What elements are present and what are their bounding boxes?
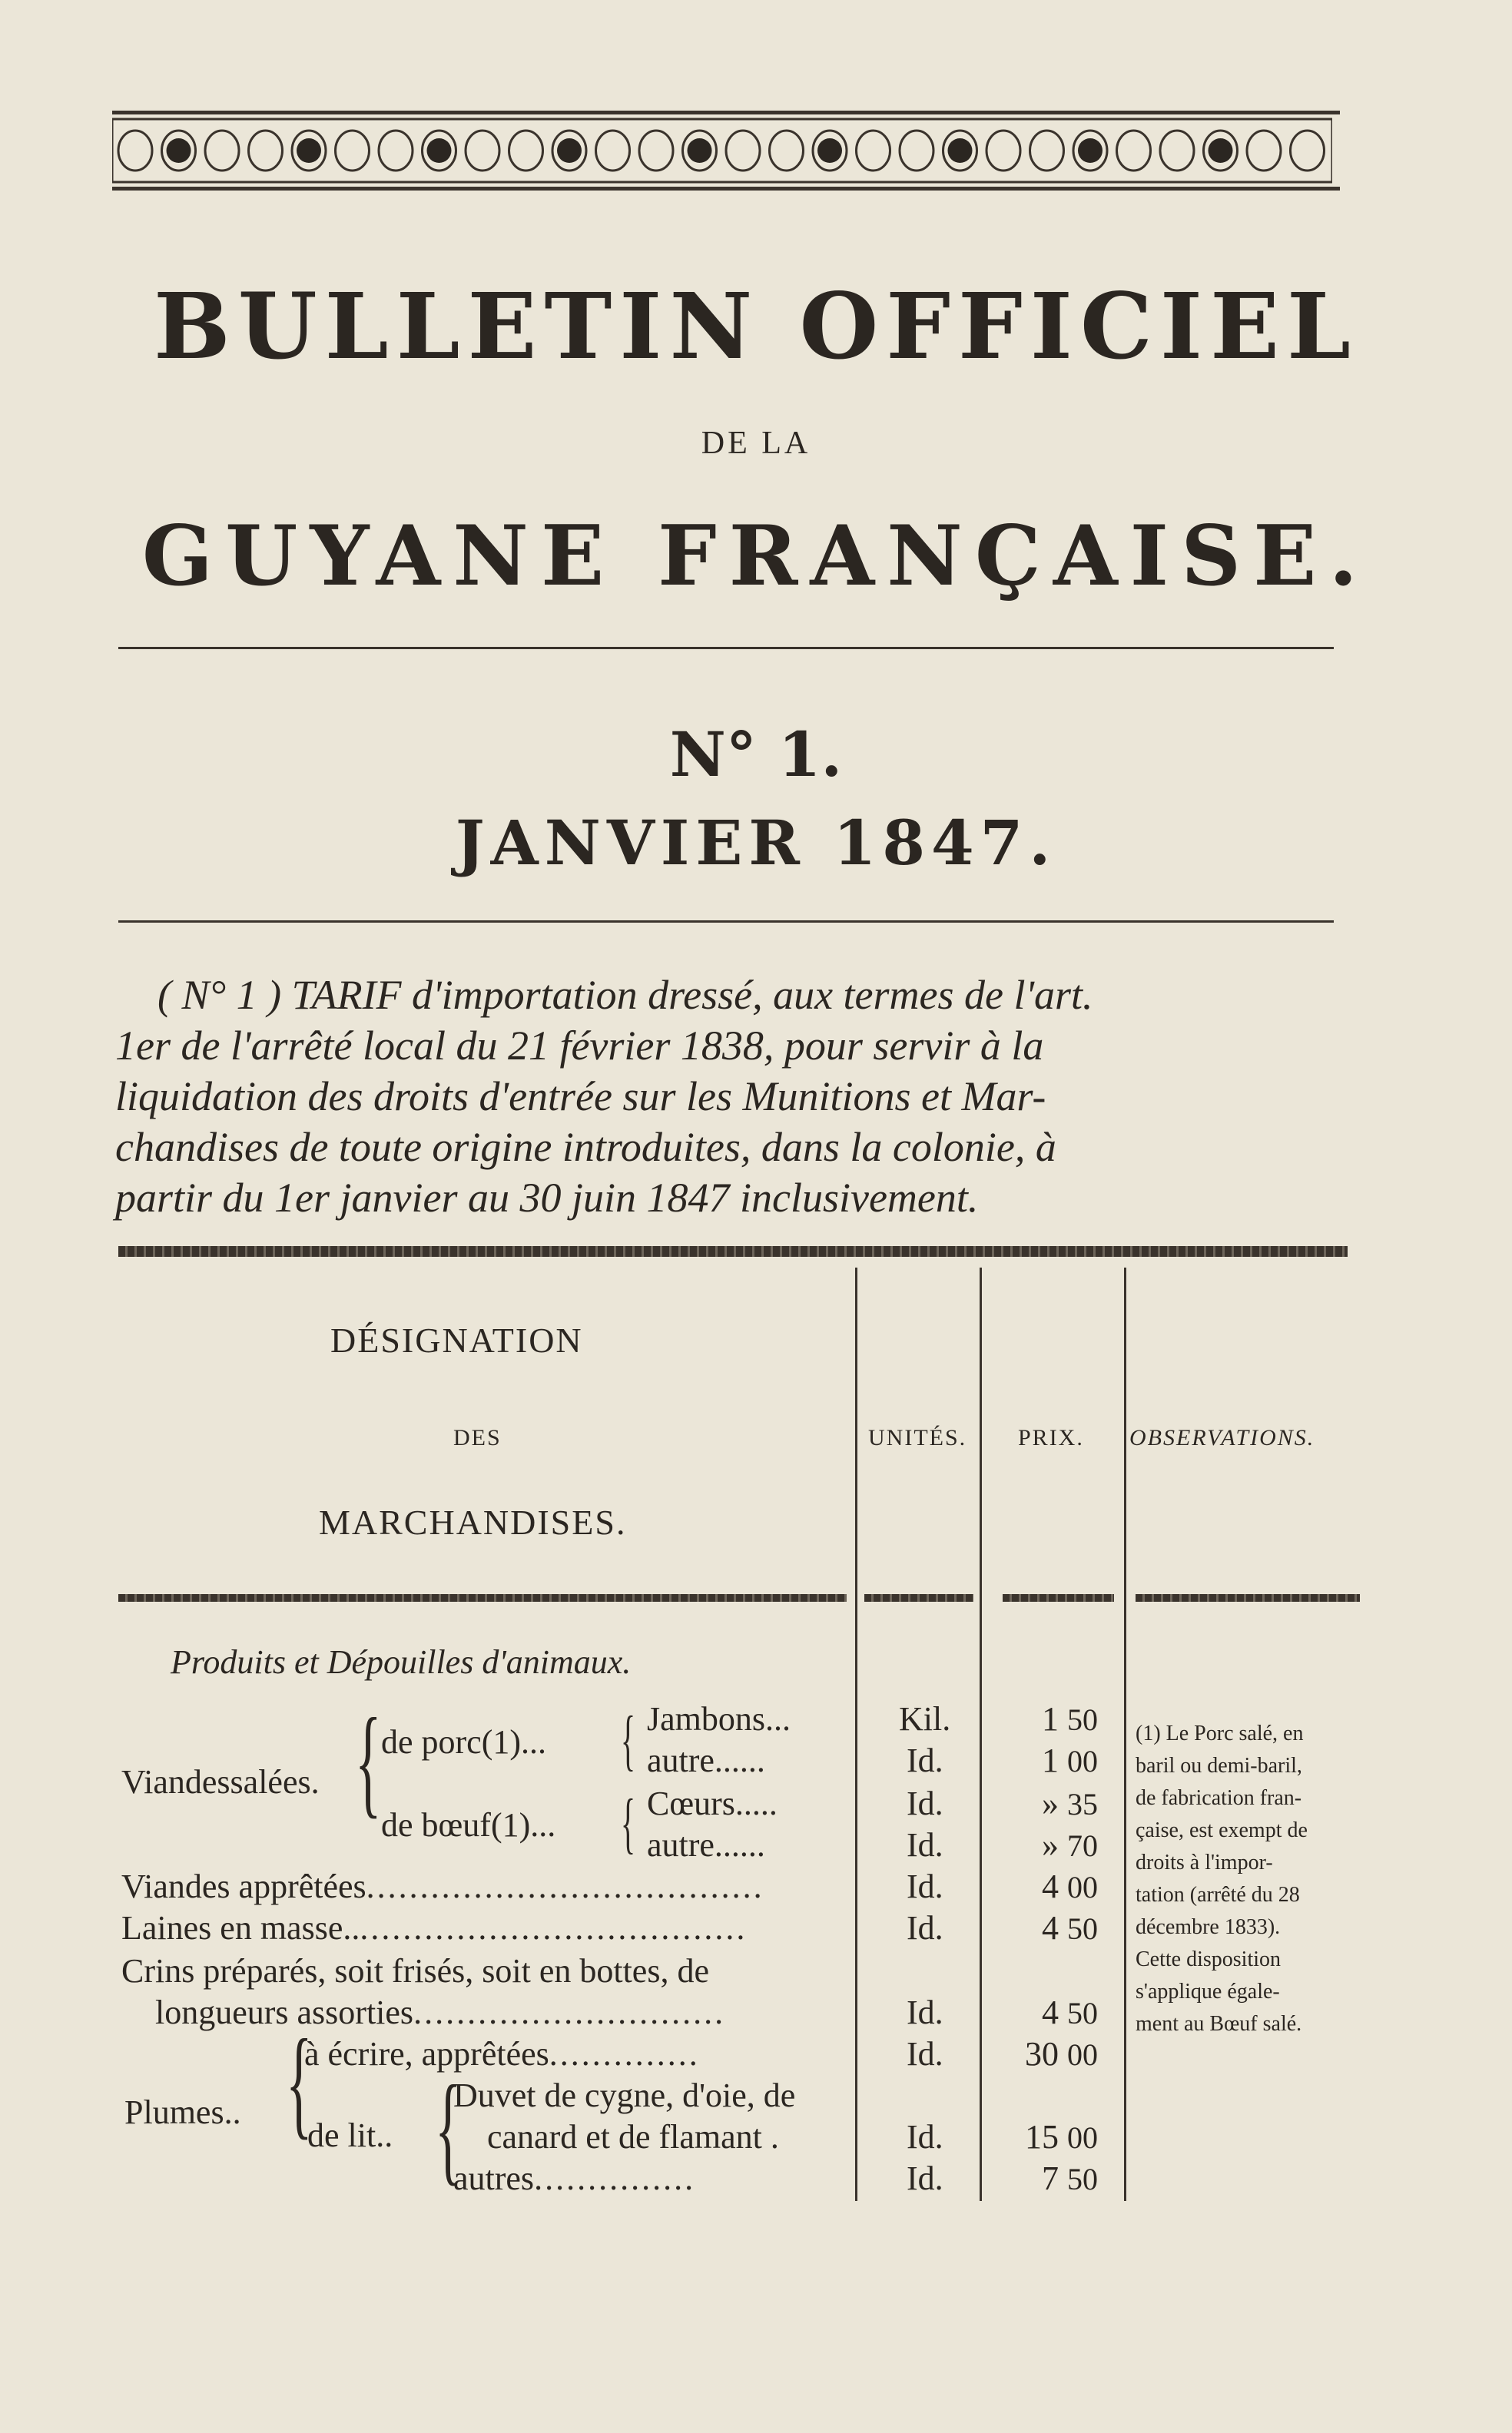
ornament-pattern bbox=[112, 114, 1332, 187]
ornament-scroll bbox=[379, 131, 413, 171]
ornament-scroll bbox=[596, 131, 630, 171]
item-autre: autre...... bbox=[647, 1742, 765, 1779]
price-cell bbox=[991, 1867, 1114, 1906]
observation-line: ment au Bœuf salé. bbox=[1136, 2012, 1302, 2036]
brace-icon: { bbox=[621, 1786, 636, 1861]
intro-line: 1er de l'arrêté local du 21 février 1838, pour servir à la bbox=[115, 1023, 1044, 1069]
brace-icon: { bbox=[621, 1703, 636, 1778]
price-cell bbox=[991, 2034, 1114, 2073]
price-centimes: 00 bbox=[1067, 1744, 1098, 1778]
unit-cell: Id. bbox=[907, 2035, 943, 2073]
ornament-scroll bbox=[336, 131, 370, 171]
observation-line: décembre 1833). bbox=[1136, 1915, 1281, 1939]
title-de-la: DE LA bbox=[701, 426, 811, 461]
intro-line: ( N° 1 ) TARIF d'importation dressé, aux termes de l'art. bbox=[158, 972, 1093, 1018]
header-rule-unites bbox=[864, 1594, 973, 1602]
item-crins-line1: Crins préparés, soit frisés, soit en bottes, de bbox=[121, 1952, 709, 1990]
unit-cell: Id. bbox=[907, 1826, 943, 1864]
unit-cell: Id. bbox=[907, 1868, 943, 1905]
item-coeurs: Cœurs..... bbox=[647, 1785, 778, 1822]
header-rule-prix bbox=[1003, 1594, 1114, 1602]
item-label: Viandes apprêtées bbox=[121, 1868, 366, 1905]
header-rule-observations bbox=[1136, 1594, 1360, 1602]
ornament-scroll bbox=[249, 131, 283, 171]
item-de-boeuf: de bœuf(1)... bbox=[381, 1806, 556, 1844]
header-prix: PRIX. bbox=[1018, 1425, 1084, 1450]
ornament-scroll bbox=[205, 131, 239, 171]
unit-cell: Id. bbox=[907, 1909, 943, 1947]
ornament-scroll bbox=[900, 131, 933, 171]
item-label: autres bbox=[453, 2160, 535, 2197]
item-label: à écrire, apprêtées bbox=[304, 2035, 549, 2073]
observation-line: de fabrication fran- bbox=[1136, 1786, 1302, 1810]
ornament-scroll bbox=[466, 131, 499, 171]
ornament-scroll bbox=[1247, 131, 1281, 171]
unit-cell: Id. bbox=[907, 2118, 943, 2156]
observation-line: s'applique égale- bbox=[1136, 1980, 1280, 2004]
unit-cell: Id. bbox=[907, 2160, 943, 2197]
unit-cell: Id. bbox=[907, 1785, 943, 1822]
ornament-rosette bbox=[427, 138, 452, 163]
ornamental-border bbox=[112, 111, 1340, 191]
brace-icon: { bbox=[286, 2014, 313, 2150]
price-francs: 4 bbox=[1042, 1909, 1059, 1947]
ornament-rosette bbox=[297, 138, 321, 163]
header-unites: UNITÉS. bbox=[868, 1425, 967, 1450]
ornament-scroll bbox=[1117, 131, 1151, 171]
observations-note bbox=[1136, 1718, 1366, 2040]
ornament-rosette bbox=[688, 138, 712, 163]
ornament-rosette bbox=[1078, 138, 1102, 163]
price-centimes: 00 bbox=[1067, 2037, 1098, 2072]
ornament-scroll bbox=[118, 131, 152, 171]
column-separator bbox=[1124, 1268, 1126, 2201]
price-cell bbox=[991, 1741, 1114, 1780]
observation-line: droits à l'impor- bbox=[1136, 1851, 1273, 1874]
item-de-lit: de lit.. bbox=[307, 2116, 393, 2154]
intro-line: chandises de toute origine introduites, dans la colonie, à bbox=[115, 1124, 1056, 1170]
item-autres: autres............... bbox=[453, 2160, 696, 2197]
price-francs: » bbox=[1042, 1826, 1059, 1864]
ornament-rosette bbox=[167, 138, 191, 163]
price-centimes: 50 bbox=[1067, 1996, 1098, 2030]
guyane-title: GUYANE FRANÇAISE. bbox=[141, 508, 1371, 605]
price-cell bbox=[991, 2159, 1114, 2198]
decree-intro bbox=[115, 970, 1360, 1223]
ornament-rosette bbox=[948, 138, 973, 163]
issue-date: JANVIER 1847. bbox=[455, 807, 1057, 879]
table-top-rule bbox=[118, 1246, 1348, 1257]
divider-middle bbox=[118, 920, 1334, 923]
ornament-scroll bbox=[639, 131, 673, 171]
item-jambons: Jambons... bbox=[647, 1700, 791, 1738]
column-separator bbox=[855, 1268, 857, 2201]
item-autre: autre...... bbox=[647, 1826, 765, 1864]
price-francs: 4 bbox=[1042, 1868, 1059, 1905]
item-crins-line2: longueurs assorties............................. bbox=[155, 1994, 726, 2031]
ornament-scroll bbox=[1030, 131, 1064, 171]
unit-cell: Id. bbox=[907, 1994, 943, 2031]
price-centimes: 50 bbox=[1067, 1911, 1098, 1946]
ornament-scroll bbox=[726, 131, 760, 171]
ornament-scroll bbox=[1291, 131, 1325, 171]
bulletin-title: BULLETIN OFFICIEL bbox=[153, 273, 1359, 380]
ornament-scroll bbox=[509, 131, 543, 171]
price-cell bbox=[991, 2117, 1114, 2156]
item-laines: Laines en masse...................................... bbox=[121, 1909, 748, 1947]
observation-line: Cette disposition bbox=[1136, 1947, 1281, 1971]
price-centimes: 00 bbox=[1067, 2120, 1098, 2155]
header-des: DES bbox=[453, 1425, 502, 1450]
item-viandes-appretees: Viandes apprêtées..................................... bbox=[121, 1868, 764, 1905]
issue-number: N° 1. bbox=[669, 718, 843, 791]
price-francs: 1 bbox=[1042, 1742, 1059, 1779]
ornament-scroll bbox=[986, 131, 1020, 171]
observation-line: tation (arrêté du 28 bbox=[1136, 1883, 1300, 1907]
price-francs: 4 bbox=[1042, 1994, 1059, 2031]
price-cell bbox=[991, 1825, 1114, 1865]
column-separator bbox=[980, 1268, 982, 2201]
ornament-scroll bbox=[770, 131, 804, 171]
ornament-rosette bbox=[817, 138, 842, 163]
price-francs: 7 bbox=[1042, 2160, 1059, 2197]
price-francs: 30 bbox=[1025, 2035, 1059, 2073]
price-centimes: 35 bbox=[1067, 1787, 1098, 1821]
observation-line: baril ou demi-baril, bbox=[1136, 1754, 1302, 1778]
price-cell bbox=[991, 1993, 1114, 2032]
ornament-scroll bbox=[857, 131, 890, 171]
intro-line: partir du 1er janvier au 30 juin 1847 inclusivement. bbox=[115, 1175, 979, 1221]
header-rule-designation bbox=[118, 1594, 847, 1602]
unit-cell: Kil. bbox=[899, 1700, 951, 1738]
price-francs: 15 bbox=[1025, 2118, 1059, 2156]
price-centimes: 50 bbox=[1067, 1702, 1098, 1737]
header-designation: DÉSIGNATION bbox=[330, 1321, 583, 1360]
item-plumes: Plumes.. bbox=[124, 2093, 241, 2131]
price-francs: 1 bbox=[1042, 1700, 1059, 1738]
price-francs: » bbox=[1042, 1785, 1059, 1822]
item-duvet-line1: Duvet de cygne, d'oie, de bbox=[453, 2077, 796, 2114]
price-cell bbox=[991, 1908, 1114, 1947]
observation-line: çaise, est exempt de bbox=[1136, 1818, 1308, 1842]
price-centimes: 00 bbox=[1067, 1870, 1098, 1904]
item-label: longueurs assorties bbox=[155, 1994, 414, 2031]
price-cell bbox=[991, 1784, 1114, 1823]
ornament-rosette bbox=[1209, 138, 1233, 163]
item-viandes-salees: Viandessalées. bbox=[121, 1763, 320, 1801]
price-centimes: 50 bbox=[1067, 2162, 1098, 2196]
divider-top bbox=[118, 647, 1334, 649]
item-label: Laines en masse.. bbox=[121, 1909, 360, 1947]
item-de-porc: de porc(1)... bbox=[381, 1723, 547, 1761]
intro-line: liquidation des droits d'entrée sur les Munitions et Mar- bbox=[115, 1073, 1046, 1119]
header-marchandises: MARCHANDISES. bbox=[319, 1503, 627, 1542]
unit-cell: Id. bbox=[907, 1742, 943, 1779]
price-centimes: 70 bbox=[1067, 1828, 1098, 1863]
observation-line: (1) Le Porc salé, en bbox=[1136, 1722, 1304, 1745]
section-title: Produits et Dépouilles d'animaux. bbox=[171, 1643, 632, 1681]
header-observations: OBSERVATIONS. bbox=[1129, 1425, 1315, 1450]
item-duvet-line2: canard et de flamant . bbox=[487, 2118, 779, 2156]
price-cell bbox=[991, 1699, 1114, 1739]
item-a-ecrire: à écrire, apprêtées.............. bbox=[304, 2035, 700, 2073]
brace-icon: { bbox=[435, 2060, 462, 2196]
ornament-rosette bbox=[557, 138, 582, 163]
ornament-scroll bbox=[1160, 131, 1194, 171]
brace-icon: { bbox=[355, 1692, 382, 1829]
